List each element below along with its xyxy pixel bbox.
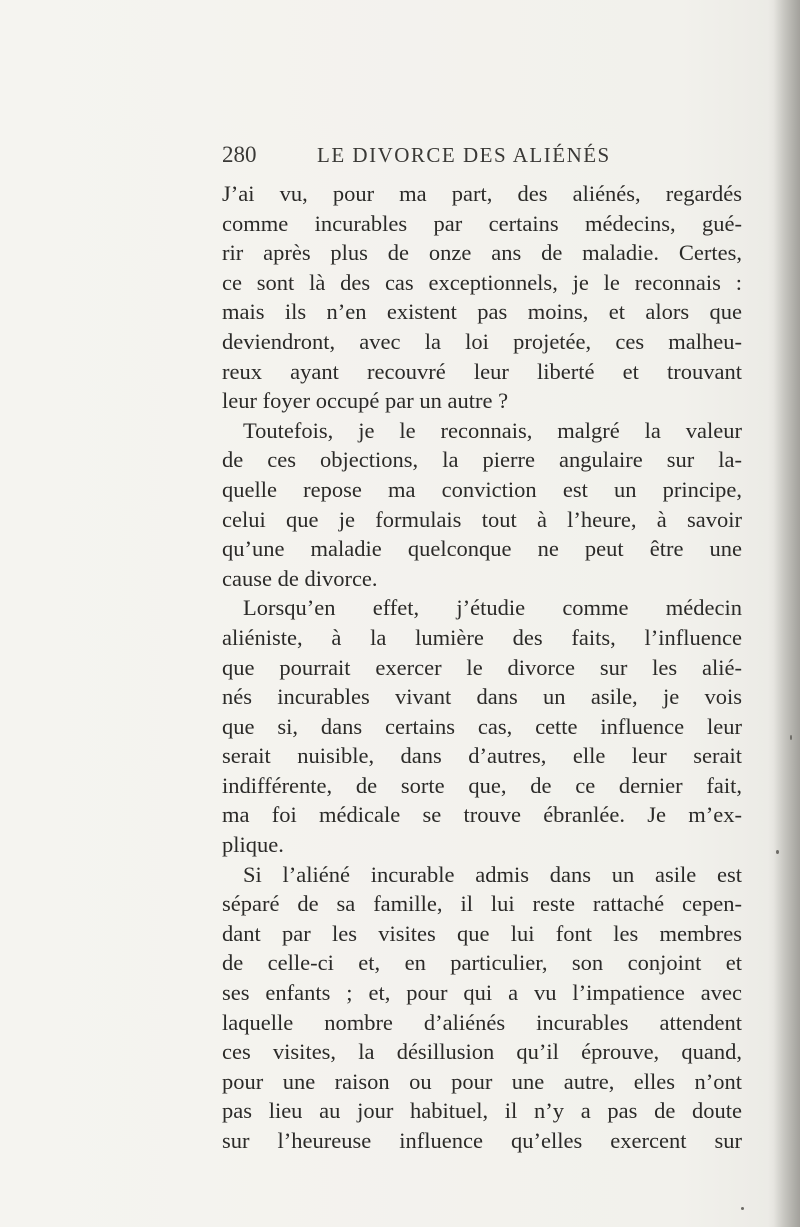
paper-speck	[790, 735, 792, 740]
text-line: cause de divorce.	[222, 565, 378, 591]
text-line: de ces objections, la pierre angulaire sur la-	[222, 447, 742, 473]
text-line: qu’une maladie quelconque ne peut être une	[222, 536, 742, 562]
running-head	[222, 142, 622, 172]
running-title: LE DIVORCE DES ALIÉNÉS	[317, 143, 611, 167]
paper-speck	[741, 1207, 744, 1210]
text-line: que si, dans certains cas, cette influence leur	[222, 713, 742, 739]
page-number: 280	[222, 142, 257, 167]
text-line: deviendront, avec la loi projetée, ces malheu-	[222, 328, 742, 354]
text-line: plique.	[222, 832, 284, 858]
text-line: ces visites, la désillusion qu’il éprouve, quand,	[222, 1039, 742, 1065]
text-line: nés incurables vivant dans un asile, je vois	[222, 684, 742, 710]
text-line: J’ai vu, pour ma part, des aliénés, regardés	[222, 181, 742, 206]
text-line: celui que je formulais tout à l’heure, à savoir	[222, 506, 742, 532]
text-line: dant par les visites que lui font les membres	[222, 920, 742, 946]
text-line: sur l’heureuse influence qu’elles exercent sur	[222, 1128, 742, 1153]
text-line: pour une raison ou pour une autre, elles n’ont	[222, 1068, 742, 1094]
body-text	[222, 179, 742, 1156]
text-line: indifférente, de sorte que, de ce dernier fait,	[222, 772, 742, 798]
text-line: comme incurables par certains médecins, gué-	[222, 210, 742, 236]
text-line: aliéniste, à la lumière des faits, l’influence	[222, 624, 742, 650]
paper-speck	[776, 850, 779, 854]
text-line: reux ayant recouvré leur liberté et trouvant	[222, 358, 742, 384]
text-line: rir après plus de onze ans de maladie. Certes,	[222, 240, 742, 266]
text-line: pas lieu au jour habituel, il n’y a pas de doute	[222, 1098, 742, 1124]
text-line: serait nuisible, dans d’autres, elle leur serait	[222, 743, 742, 769]
text-line: leur foyer occupé par un autre ?	[222, 388, 509, 414]
text-line: ses enfants ; et, pour qui a vu l’impatience avec	[222, 980, 742, 1006]
paragraph-first-line: Toutefois, je le reconnais, malgré la valeur	[243, 417, 742, 443]
text-line: laquelle nombre d’aliénés incurables attendent	[222, 1009, 742, 1035]
text-line: de celle-ci et, en particulier, son conjoint et	[222, 950, 742, 976]
text-line: séparé de sa famille, il lui reste rattaché cepen-	[222, 891, 742, 917]
paragraph-first-line: Si l’aliéné incurable admis dans un asile est	[243, 861, 742, 887]
text-line: mais ils n’en existent pas moins, et alors que	[222, 299, 742, 325]
text-line: que pourrait exercer le divorce sur les alié-	[222, 654, 742, 680]
text-line: quelle repose ma conviction est un principe,	[222, 476, 742, 502]
page-edge-shadow	[774, 0, 800, 1227]
paragraph-first-line: Lorsqu’en effet, j’étudie comme médecin	[243, 595, 742, 621]
text-line: ce sont là des cas exceptionnels, je le reconnais :	[222, 269, 742, 295]
text-line: ma foi médicale se trouve ébranlée. Je m’ex-	[222, 802, 742, 828]
